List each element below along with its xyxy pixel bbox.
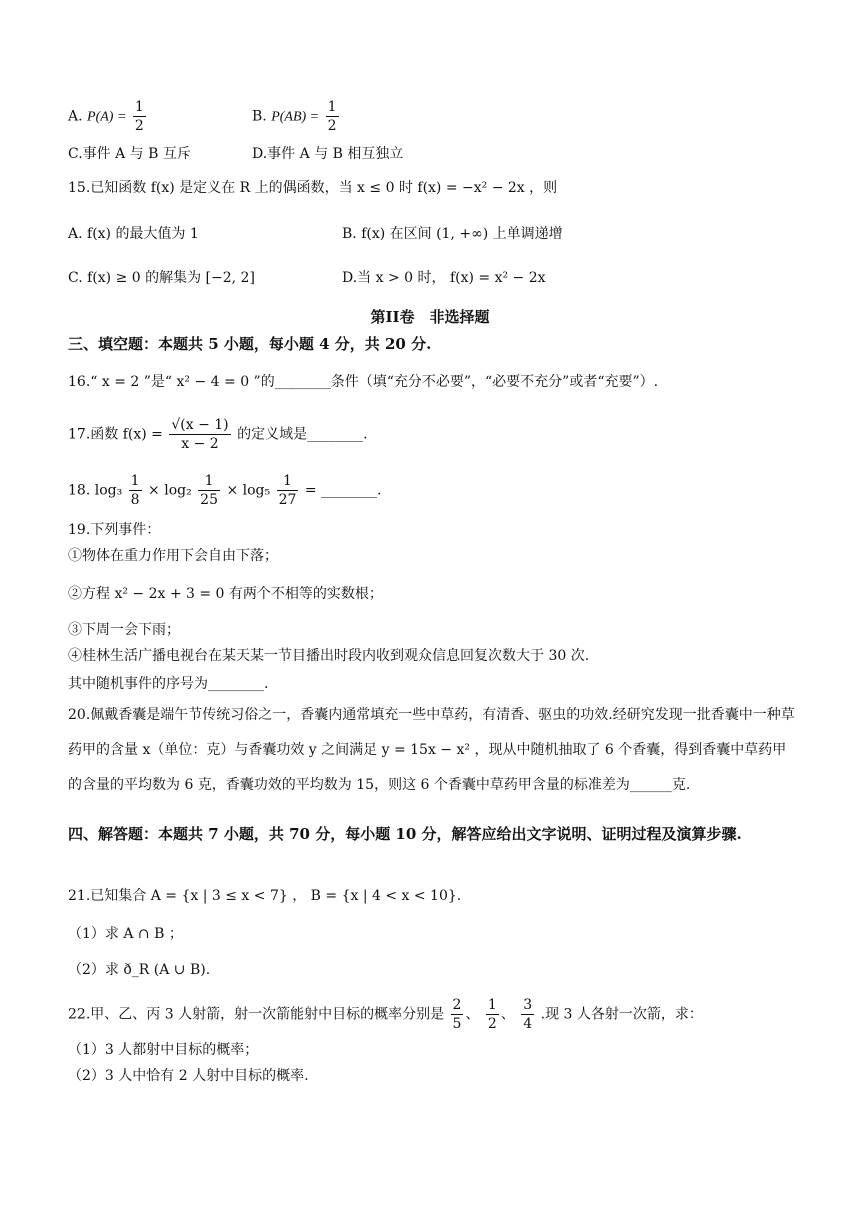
q17: 17.函数 f(x) = $\frac{√(x - 1)}{x - 2}$ 的定义域是________.	[68, 417, 368, 452]
q15-option-d: D.当 x > 0 时， f(x) = x² − 2x	[342, 270, 546, 286]
fraction: $\frac{1}{2}$	[134, 99, 144, 134]
part2-title: 第II卷 非选择题	[370, 308, 490, 326]
q15-option-b: B. f(x) 在区间 (1, +∞) 上单调递增	[342, 226, 563, 242]
q19-event-4: ④桂林生活广播电视台在某天某一节目播出时段内收到观众信息回复次数大于 30 次.	[68, 648, 590, 664]
q21-stem: 21.已知集合 A = {x | 3 ≤ x < 7} ， B = {x | 4 < x < 10}.	[68, 888, 462, 904]
section3-heading: 三、填空题：本题共 5 小题，每小题 4 分，共 20 分.	[68, 335, 432, 353]
fraction: $\frac{1}{27}$	[278, 473, 297, 508]
fraction: $\frac{1}{2}$	[327, 99, 337, 134]
q20: 20.佩戴香囊是端午节传统习俗之一，香囊内通常填充一些中草药，有清香、驱虫的功效.经研究发现一批香囊中一种草药甲的含量 x（单位：克）与香囊功效 y 之间满足 y = 15x − x² ，现从中随机抽取了 6 个香囊，得到香囊中草药甲的含量的平均数为 6 克，香囊功效的平均数为 15，则这 6 个香囊中草药甲含量的标准差为______克.	[68, 707, 795, 793]
q15-stem: 15.已知函数 f(x) 是定义在 R 上的偶函数，当 x ≤ 0 时 f(x) = −x² − 2x ，则	[68, 180, 558, 196]
q14-option-a: A. P(A) = $\frac{1}{2}$	[68, 99, 144, 134]
q21-part-1: （1）求 A ∩ B ；	[68, 926, 183, 942]
q19-event-1: ①物体在重力作用下会自由下落；	[68, 548, 278, 564]
fraction: $\frac{3}{4}$	[523, 997, 533, 1032]
q21-part-2: （2）求 ð_R (A ∪ B).	[68, 962, 211, 978]
section4-heading: 四、解答题：本题共 7 小题，共 70 分，每小题 10 分，解答应给出文字说明、证明过程及演算步骤.	[68, 825, 742, 843]
q14-option-d: D.事件 A 与 B 相互独立	[252, 146, 404, 162]
fraction: $\frac{1}{2}$	[487, 997, 497, 1032]
q19-event-2: ②方程 x² − 2x + 3 = 0 有两个不相等的实数根；	[68, 586, 383, 602]
q22-stem: 22.甲、乙、丙 3 人射箭，射一次箭能射中目标的概率分别是 $\frac{2}{5}$ 、 $\frac{1}{2}$ 、 $\frac{3}{4}$ .现 3 人各射一次箭，求：	[68, 997, 703, 1032]
q15-option-c: C. f(x) ≥ 0 的解集为 [−2, 2]	[68, 270, 255, 286]
q14-option-b: B. P(AB) = $\frac{1}{2}$	[252, 99, 337, 134]
fraction: $\frac{1}{25}$	[200, 473, 218, 508]
fraction: $\frac{2}{5}$	[452, 997, 462, 1032]
q19-stem: 19.下列事件：	[68, 522, 161, 538]
q14-option-c: C.事件 A 与 B 互斥	[68, 146, 191, 162]
q19-event-3: ③下周一会下雨；	[68, 622, 180, 638]
fraction: $\frac{√(x - 1)}{x - 2}$	[171, 417, 229, 452]
fraction: $\frac{1}{8}$	[130, 473, 140, 508]
q16: 16.“ x = 2 ”是“ x² − 4 = 0 ”的________条件（填“充分不必要”，“必要不充分”或者“充要”）.	[68, 374, 659, 390]
q15-option-a: A. f(x) 的最大值为 1	[68, 226, 199, 242]
q22-part-1: （1）3 人都射中目标的概率；	[68, 1042, 259, 1058]
q18: 18. log₃ $\frac{1}{8}$ × log₂ $\frac{1}{25}$ × log₅ $\frac{1}{27}$ = ________.	[68, 473, 382, 508]
q22-part-2: （2）3 人中恰有 2 人射中目标的概率.	[68, 1068, 309, 1084]
q19-question: 其中随机事件的序号为________.	[68, 676, 269, 692]
